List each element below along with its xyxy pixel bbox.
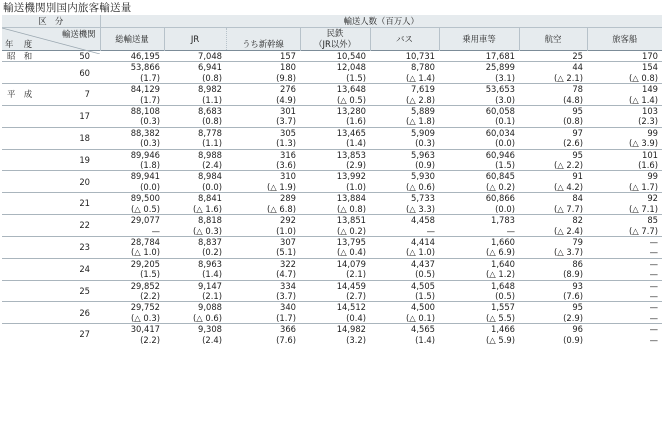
- value-cell: 8,984: [164, 171, 226, 182]
- change-row: [2, 269, 662, 280]
- change-cell: (2.2): [140, 290, 160, 301]
- change-cell: (△ 7.7): [554, 203, 583, 214]
- value-cell: 170: [642, 51, 658, 61]
- value-cell: 14,459: [300, 280, 370, 291]
- change-cell: (1.5): [140, 269, 160, 280]
- value-cell: 12,048: [300, 62, 370, 73]
- value-cell: 8,963: [164, 258, 226, 269]
- change-cell: (△ 0.6): [406, 181, 435, 192]
- value-cell: 89,500: [100, 193, 164, 204]
- era-cell: [2, 258, 40, 280]
- change-row: [2, 73, 662, 84]
- value-cell: 316: [226, 149, 300, 160]
- change-cell: (7.6): [276, 334, 296, 345]
- change-cell: (△ 6.8): [267, 203, 296, 214]
- year-cell: 24: [40, 258, 100, 280]
- value-cell: 5,963: [370, 149, 439, 160]
- value-cell: 180: [226, 62, 300, 73]
- value-cell: 60,058: [439, 106, 519, 117]
- col-shinkansen: うち新幹線: [226, 28, 300, 51]
- change-cell: (△ 1.8): [406, 116, 435, 127]
- change-cell: (△ 0.2): [337, 225, 366, 236]
- change-cell: (△ 4.2): [554, 181, 583, 192]
- change-row: [2, 313, 662, 324]
- change-cell: (3.7): [276, 116, 296, 127]
- value-cell: 1,640: [439, 258, 519, 269]
- change-cell: —: [426, 225, 435, 236]
- value-cell: 340: [226, 302, 300, 313]
- value-cell: 4,458: [370, 215, 439, 226]
- value-cell: 29,852: [100, 280, 164, 291]
- value-cell: 1,466: [439, 324, 519, 335]
- change-cell: (0.0): [495, 203, 515, 214]
- col-total: 総輸送量: [100, 28, 164, 51]
- change-cell: (0.0): [495, 138, 515, 149]
- change-row: [2, 138, 662, 149]
- value-cell: 82: [519, 215, 587, 226]
- value-cell: 60,946: [439, 149, 519, 160]
- value-cell: 5,733: [370, 193, 439, 204]
- change-cell: (0.1): [495, 116, 515, 127]
- value-cell: 8,837: [164, 236, 226, 247]
- col-private-rail: 民鉄 （JR以外）: [300, 28, 370, 51]
- change-cell: (△ 0.1): [406, 312, 435, 323]
- change-cell: (4.7): [276, 269, 296, 280]
- value-cell: 305: [226, 127, 300, 138]
- year-cell: 19: [40, 149, 100, 171]
- value-cell: 154: [587, 62, 662, 73]
- table-body: [2, 51, 662, 345]
- value-cell: 8,841: [164, 193, 226, 204]
- value-cell: 25: [572, 51, 583, 61]
- year-cell: 7: [40, 84, 100, 106]
- era-cell: [2, 302, 40, 324]
- change-cell: (△ 0.3): [193, 225, 222, 236]
- value-cell: 4,437: [370, 258, 439, 269]
- table-row: [2, 302, 662, 313]
- change-cell: (△ 0.3): [131, 312, 160, 323]
- table-row: [2, 149, 662, 160]
- value-cell: 10,540: [336, 51, 366, 61]
- value-cell: 310: [226, 171, 300, 182]
- change-cell: (0.4): [346, 312, 366, 323]
- value-cell: 14,079: [300, 258, 370, 269]
- value-cell: 334: [226, 280, 300, 291]
- change-cell: (△ 7.1): [629, 203, 658, 214]
- value-cell: 1,783: [439, 215, 519, 226]
- value-cell: 89,946: [100, 149, 164, 160]
- change-cell: —: [649, 290, 658, 301]
- value-cell: 88,382: [100, 127, 164, 138]
- change-cell: (1.4): [346, 138, 366, 149]
- table-row: [2, 62, 662, 73]
- change-cell: (0.5): [495, 290, 515, 301]
- value-cell: 13,992: [300, 171, 370, 182]
- change-cell: —: [649, 312, 658, 323]
- value-cell: 13,853: [300, 149, 370, 160]
- value-cell: 8,683: [164, 106, 226, 117]
- value-cell: 101: [587, 149, 662, 160]
- change-cell: (△ 1.7): [629, 181, 658, 192]
- change-cell: (1.6): [346, 116, 366, 127]
- change-cell: (0.0): [202, 181, 222, 192]
- value-cell: 276: [226, 84, 300, 95]
- value-cell: 10,731: [405, 51, 435, 61]
- change-cell: (1.5): [415, 290, 435, 301]
- value-cell: 5,930: [370, 171, 439, 182]
- value-cell: 84,129: [100, 84, 164, 95]
- value-cell: 95: [519, 302, 587, 313]
- table-row: [2, 324, 662, 335]
- header-mode-label: 輸送機関: [62, 29, 96, 39]
- value-cell: 95: [519, 106, 587, 117]
- change-row: [2, 182, 662, 193]
- change-cell: (0.0): [140, 181, 160, 192]
- value-cell: 28,784: [100, 236, 164, 247]
- value-cell: 44: [519, 62, 587, 73]
- change-cell: (△ 0.8): [337, 203, 366, 214]
- change-cell: (0.3): [140, 116, 160, 127]
- change-cell: (1.5): [495, 160, 515, 171]
- value-cell: 4,505: [370, 280, 439, 291]
- change-cell: (1.8): [140, 160, 160, 171]
- change-cell: (3.7): [276, 290, 296, 301]
- table-row: [2, 236, 662, 247]
- year-cell: 21: [40, 193, 100, 215]
- change-row: [2, 335, 662, 345]
- change-cell: (△ 7.7): [629, 225, 658, 236]
- table-row: [2, 171, 662, 182]
- change-cell: (△ 2.2): [554, 160, 583, 171]
- value-cell: 1,660: [439, 236, 519, 247]
- change-cell: (1.3): [276, 138, 296, 149]
- value-cell: 4,565: [370, 324, 439, 335]
- change-cell: (△ 5.5): [486, 312, 515, 323]
- change-cell: (3.0): [495, 94, 515, 105]
- change-cell: (△ 2.8): [406, 94, 435, 105]
- change-cell: —: [649, 269, 658, 280]
- era-cell: [2, 149, 40, 171]
- change-cell: (0.3): [415, 138, 435, 149]
- change-cell: (1.4): [415, 334, 435, 345]
- change-cell: (0.8): [202, 72, 222, 83]
- change-cell: —: [506, 225, 515, 236]
- value-cell: 6,941: [164, 62, 226, 73]
- year-cell: 23: [40, 236, 100, 258]
- change-cell: —: [649, 247, 658, 258]
- value-cell: —: [587, 236, 662, 247]
- col-bus: バス: [370, 28, 439, 51]
- value-cell: 149: [587, 84, 662, 95]
- change-cell: (2.7): [346, 290, 366, 301]
- value-cell: 30,417: [100, 324, 164, 335]
- passenger-transport-table: [2, 15, 662, 345]
- change-cell: (△ 1.4): [629, 94, 658, 105]
- value-cell: 13,465: [300, 127, 370, 138]
- change-cell: (1.6): [638, 160, 658, 171]
- year-cell: 22: [40, 215, 100, 237]
- change-cell: (5.1): [276, 247, 296, 258]
- value-cell: 60,845: [439, 171, 519, 182]
- change-cell: (△ 1.9): [267, 181, 296, 192]
- change-cell: (0.9): [415, 160, 435, 171]
- value-cell: 91: [519, 171, 587, 182]
- value-cell: —: [587, 258, 662, 269]
- change-cell: (4.8): [563, 94, 583, 105]
- change-cell: (2.2): [140, 334, 160, 345]
- table-row: [2, 280, 662, 291]
- value-cell: 97: [519, 127, 587, 138]
- era-cell: [2, 193, 40, 215]
- change-cell: (1.0): [346, 181, 366, 192]
- era-cell: [2, 127, 40, 149]
- value-cell: 9,088: [164, 302, 226, 313]
- table-row: [2, 193, 662, 204]
- change-cell: (△ 1.4): [406, 72, 435, 83]
- change-cell: (8.9): [563, 269, 583, 280]
- change-cell: (0.3): [140, 138, 160, 149]
- table-title: 輸送機関別国内旅客輸送量: [3, 2, 132, 14]
- change-cell: (0.9): [563, 334, 583, 345]
- value-cell: 4,414: [370, 236, 439, 247]
- value-cell: 1,648: [439, 280, 519, 291]
- change-cell: (1.7): [140, 72, 160, 83]
- value-cell: 9,308: [164, 324, 226, 335]
- change-cell: (3.6): [276, 160, 296, 171]
- value-cell: 4,500: [370, 302, 439, 313]
- value-cell: 13,280: [300, 106, 370, 117]
- change-cell: (△ 2.4): [554, 225, 583, 236]
- change-cell: (2.6): [563, 138, 583, 149]
- value-cell: 8,988: [164, 149, 226, 160]
- value-cell: 92: [587, 193, 662, 204]
- value-cell: 8,818: [164, 215, 226, 226]
- value-cell: 60,866: [439, 193, 519, 204]
- change-cell: (2.9): [346, 160, 366, 171]
- value-cell: 13,851: [300, 215, 370, 226]
- change-row: [2, 226, 662, 237]
- value-cell: 86: [519, 258, 587, 269]
- value-cell: 46,195: [130, 51, 160, 61]
- change-cell: (△ 0.5): [337, 94, 366, 105]
- change-cell: (0.8): [563, 116, 583, 127]
- change-cell: (2.3): [638, 116, 658, 127]
- era-cell: [2, 280, 40, 302]
- change-cell: (9.8): [276, 72, 296, 83]
- table-row: [2, 215, 662, 226]
- header-corner: [2, 28, 100, 51]
- value-cell: 1,557: [439, 302, 519, 313]
- era-cell: [2, 106, 40, 128]
- value-cell: 7,619: [370, 84, 439, 95]
- era-cell: [2, 171, 40, 193]
- value-cell: 95: [519, 149, 587, 160]
- value-cell: 17,681: [485, 51, 515, 61]
- value-cell: 307: [226, 236, 300, 247]
- year-cell: 20: [40, 171, 100, 193]
- value-cell: 29,077: [100, 215, 164, 226]
- change-cell: (3.2): [346, 334, 366, 345]
- header-year-label: 年 度: [5, 39, 34, 49]
- change-cell: (0.8): [202, 116, 222, 127]
- value-cell: 99: [587, 171, 662, 182]
- change-cell: (0.2): [202, 247, 222, 258]
- change-cell: (1.1): [202, 138, 222, 149]
- year-cell: 27: [40, 324, 100, 345]
- change-cell: (1.5): [346, 72, 366, 83]
- value-cell: 29,205: [100, 258, 164, 269]
- change-cell: (△ 3.3): [406, 203, 435, 214]
- value-cell: 96: [519, 324, 587, 335]
- change-cell: (2.9): [563, 312, 583, 323]
- value-cell: 78: [519, 84, 587, 95]
- value-cell: 13,795: [300, 236, 370, 247]
- value-cell: 289: [226, 193, 300, 204]
- value-cell: 14,512: [300, 302, 370, 313]
- change-row: [2, 95, 662, 106]
- change-cell: (1.0): [276, 225, 296, 236]
- value-cell: 25,899: [439, 62, 519, 73]
- change-cell: (7.6): [563, 290, 583, 301]
- change-cell: (△ 0.4): [337, 247, 366, 258]
- value-cell: 89,941: [100, 171, 164, 182]
- value-cell: 79: [519, 236, 587, 247]
- era-cell: [2, 62, 40, 84]
- value-cell: 14,982: [300, 324, 370, 335]
- header-unit-label: 輸送人数（百万人）: [100, 15, 662, 28]
- year-cell: 25: [40, 280, 100, 302]
- change-cell: (2.1): [346, 269, 366, 280]
- change-cell: (2.4): [202, 160, 222, 171]
- change-cell: (△ 0.8): [629, 72, 658, 83]
- change-cell: (2.1): [202, 290, 222, 301]
- value-cell: 99: [587, 127, 662, 138]
- year-cell: 60: [40, 62, 100, 84]
- value-cell: 84: [519, 193, 587, 204]
- change-cell: (△ 5.9): [486, 334, 515, 345]
- year-cell: 50: [79, 51, 90, 61]
- col-car: 乗用車等: [439, 28, 519, 51]
- value-cell: 5,909: [370, 127, 439, 138]
- table-row: [2, 84, 662, 95]
- value-cell: 301: [226, 106, 300, 117]
- change-cell: (3.1): [495, 72, 515, 83]
- change-cell: (△ 1.6): [193, 203, 222, 214]
- value-cell: —: [587, 280, 662, 291]
- era-cell: [2, 215, 40, 237]
- table-row: [2, 51, 662, 62]
- value-cell: 53,653: [439, 84, 519, 95]
- value-cell: 157: [280, 51, 296, 61]
- value-cell: 85: [587, 215, 662, 226]
- change-cell: (△ 0.5): [131, 203, 160, 214]
- era-cell: 昭 和: [7, 51, 33, 61]
- change-row: [2, 116, 662, 127]
- change-cell: (△ 3.7): [554, 247, 583, 258]
- change-row: [2, 247, 662, 258]
- era-cell: [2, 324, 40, 345]
- value-cell: 13,648: [300, 84, 370, 95]
- value-cell: 88,108: [100, 106, 164, 117]
- change-cell: —: [151, 225, 160, 236]
- value-cell: 322: [226, 258, 300, 269]
- value-cell: —: [587, 324, 662, 335]
- value-cell: 292: [226, 215, 300, 226]
- change-row: [2, 160, 662, 171]
- value-cell: 5,889: [370, 106, 439, 117]
- change-cell: (1.1): [202, 94, 222, 105]
- value-cell: 13,884: [300, 193, 370, 204]
- col-jr: JR: [164, 28, 226, 51]
- value-cell: 8,780: [370, 62, 439, 73]
- change-cell: (1.4): [202, 269, 222, 280]
- value-cell: 53,866: [100, 62, 164, 73]
- year-cell: 17: [40, 106, 100, 128]
- change-cell: (△ 1.0): [131, 247, 160, 258]
- change-cell: (△ 0.6): [193, 312, 222, 323]
- change-cell: (△ 1.0): [406, 247, 435, 258]
- table-row: [2, 258, 662, 269]
- table-row: [2, 127, 662, 138]
- change-cell: (1.7): [276, 312, 296, 323]
- value-cell: 9,147: [164, 280, 226, 291]
- year-cell: 26: [40, 302, 100, 324]
- value-cell: 93: [519, 280, 587, 291]
- change-cell: (4.9): [276, 94, 296, 105]
- change-cell: (1.7): [140, 94, 160, 105]
- change-row: [2, 204, 662, 215]
- value-cell: 103: [587, 106, 662, 117]
- value-cell: 7,048: [198, 51, 222, 61]
- col-air: 航空: [519, 28, 587, 51]
- change-cell: (△ 1.2): [486, 269, 515, 280]
- year-cell: 18: [40, 127, 100, 149]
- change-cell: (△ 6.9): [486, 247, 515, 258]
- era-cell: 平 成: [2, 84, 40, 106]
- change-cell: (2.4): [202, 334, 222, 345]
- change-cell: (△ 0.2): [486, 181, 515, 192]
- table-row: [2, 106, 662, 117]
- era-cell: [2, 236, 40, 258]
- change-cell: —: [649, 334, 658, 345]
- header-kubun: 区 分: [2, 15, 100, 28]
- change-row: [2, 291, 662, 302]
- value-cell: —: [587, 302, 662, 313]
- value-cell: 29,752: [100, 302, 164, 313]
- change-cell: (△ 3.9): [629, 138, 658, 149]
- change-cell: (△ 2.1): [554, 72, 583, 83]
- value-cell: 8,778: [164, 127, 226, 138]
- change-cell: (0.5): [415, 269, 435, 280]
- value-cell: 60,034: [439, 127, 519, 138]
- value-cell: 8,982: [164, 84, 226, 95]
- col-ship: 旅客船: [587, 28, 662, 51]
- value-cell: 366: [226, 324, 300, 335]
